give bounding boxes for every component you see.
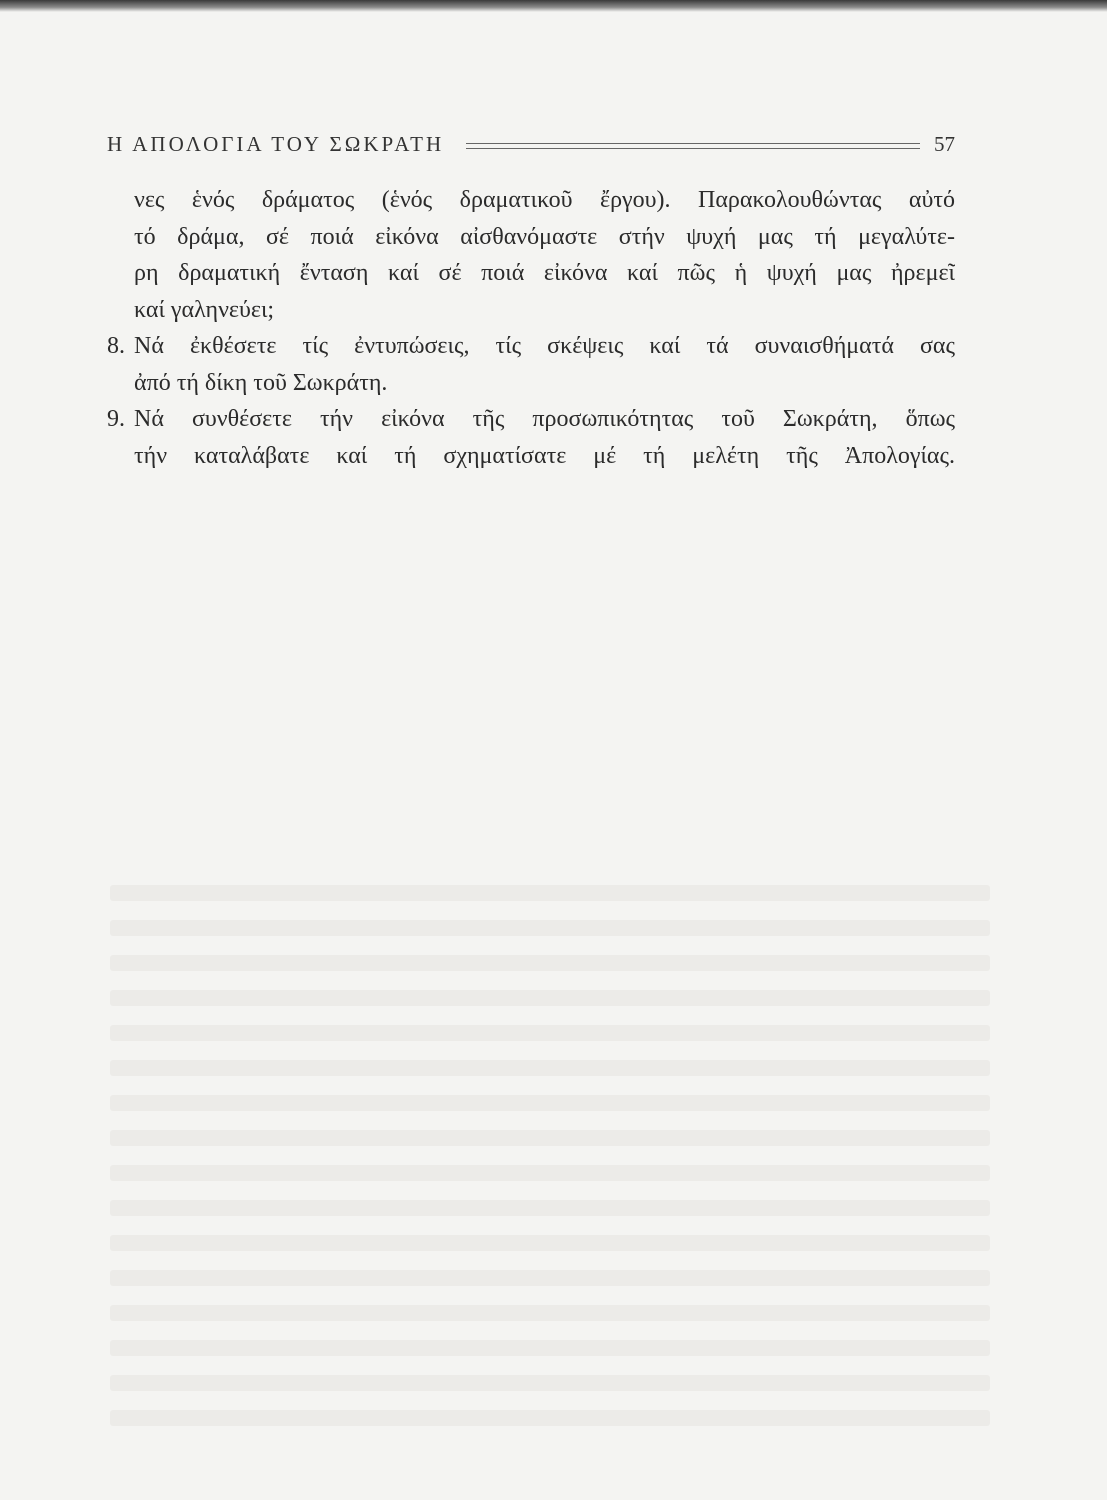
running-title: Η ΑΠΟΛΟΓΙΑ ΤΟΥ ΣΩΚΡΑΤΗ [107, 131, 445, 156]
text-line: νες ἑνός δράματος (ἑνός δραματικοῦ ἔργου). Παρακολουθώντας αὐτό [134, 187, 955, 213]
question-item-9 [107, 401, 955, 474]
text-line [107, 401, 955, 438]
text-line: τό δράμα, σέ ποιά εἰκόνα αἰσθανόμαστε στήν ψυχή μας τή μεγαλύτε- [134, 223, 955, 250]
item-text: Νά ἐκθέσετε τίς ἐντυπώσεις, τίς σκέψεις καί τά συναισθήματά σας [134, 333, 955, 359]
item-text: Νά συνθέσετε τήν εἰκόνα τῆς προσωπικότητας τοῦ Σωκράτη, ὅπως [134, 406, 955, 432]
scan-edge [0, 0, 1107, 12]
body-text [107, 182, 955, 474]
header-rule [466, 143, 920, 149]
item-number: 9. [107, 406, 125, 432]
text-line: τήν καταλάβατε καί τή σχηματίσατε μέ τή μελέτη τῆς Ἀπολογίας. [134, 442, 955, 469]
text-line: καί γαληνεύει; [134, 296, 275, 323]
page-number: 57 [934, 131, 955, 156]
item-number: 8. [107, 333, 125, 359]
text-line [107, 328, 955, 365]
paragraph-continuation [107, 182, 955, 328]
running-header [107, 128, 955, 160]
text-line: ρη δραματική ἔνταση καί σέ ποιά εἰκόνα καί πῶς ἡ ψυχή μας ἠρεμεῖ [134, 260, 955, 286]
text-line: ἀπό τή δίκη τοῦ Σωκράτη. [134, 369, 388, 396]
question-item-8 [107, 328, 955, 401]
